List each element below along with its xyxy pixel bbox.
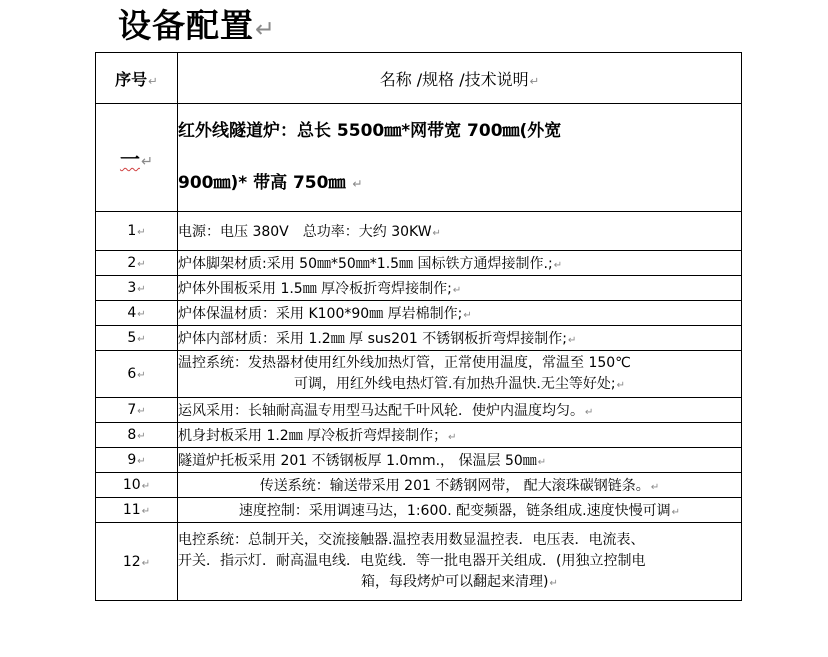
row-number: 1↵ (96, 212, 178, 251)
row-text: 炉体脚架材质:采用 50㎜*50㎜*1.5㎜ 国标铁方通焊接制作.;↵ (178, 251, 742, 276)
table-row (96, 523, 742, 601)
table-row (96, 212, 742, 251)
row-text: 隧道炉托板采用 201 不锈钢板厚 1.0mm.， 保温层 50㎜↵ (178, 448, 742, 473)
table-row (96, 423, 742, 448)
header-desc-cell: 名称 /规格 /技术说明↵ (178, 53, 742, 104)
paragraph-mark-icon: ↵ (255, 15, 276, 43)
table-row (96, 326, 742, 351)
row-number: 一↵ (96, 104, 178, 212)
row-number: 4↵ (96, 301, 178, 326)
row-number: 3↵ (96, 276, 178, 301)
table-row (96, 448, 742, 473)
row-text: 炉体保温材质：采用 K100*90㎜ 厚岩棉制作;↵ (178, 301, 742, 326)
main-item-line: 红外线隧道炉：总长 5500㎜*网带宽 700㎜(外宽 (178, 121, 562, 141)
row-number: 12↵ (96, 523, 178, 601)
row-number: 2↵ (96, 251, 178, 276)
page-title: 设备配置↵ (118, 6, 276, 45)
table-row (96, 498, 742, 523)
table-header-row (96, 53, 742, 104)
row-text: 炉体外围板采用 1.5㎜ 厚冷板折弯焊接制作;↵ (178, 276, 742, 301)
row-number: 8↵ (96, 423, 178, 448)
row-text: 炉体内部材质：采用 1.2㎜ 厚 sus201 不锈钢板折弯焊接制作;↵ (178, 326, 742, 351)
row-number: 11↵ (96, 498, 178, 523)
row-number: 10↵ (96, 473, 178, 498)
table-row (96, 398, 742, 423)
row-number: 9↵ (96, 448, 178, 473)
table-row (96, 351, 742, 398)
header-no-cell: 序号↵ (96, 53, 178, 104)
table-row (96, 473, 742, 498)
row-text: 机身封板采用 1.2㎜ 厚冷板折弯焊接制作；↵ (178, 423, 742, 448)
row-text: 传送系统：输送带采用 201 不銹钢网带， 配大滚珠碳钢链条。↵ (178, 473, 742, 498)
row-text: 电控系统：总制开关，交流接触器.温控表用数显温控表．电压表．电流表、 开关．指示灯．耐高温电线．电览线．等一批电器开关组成．(用独立控制电 箱，每段烤炉可以翻起来清理)↵ (178, 523, 742, 601)
table-row (96, 104, 742, 212)
row-text: 运风采用：长轴耐高温专用型马达配千叶风轮．使炉内温度均匀。↵ (178, 398, 742, 423)
row-number: 6↵ (96, 351, 178, 398)
table-row (96, 251, 742, 276)
row-text: 电源：电压 380V 总功率：大约 30KW↵ (178, 212, 742, 251)
row-text: 速度控制：采用调速马达，1:600. 配变频器，链条组成.速度快慢可调↵ (178, 498, 742, 523)
equipment-table (95, 52, 742, 601)
main-item-line: 900㎜)* 带高 750㎜ ↵ (178, 173, 363, 193)
table-row (96, 276, 742, 301)
row-number: 7↵ (96, 398, 178, 423)
row-number: 5↵ (96, 326, 178, 351)
main-item-cell (178, 104, 742, 212)
table-row (96, 301, 742, 326)
row-text: 温控系统：发热器材使用红外线加热灯管，正常使用温度，常温至 150℃ 可调，用红外线电热灯管.有加热升温快.无尘等好处;↵ (178, 351, 742, 398)
